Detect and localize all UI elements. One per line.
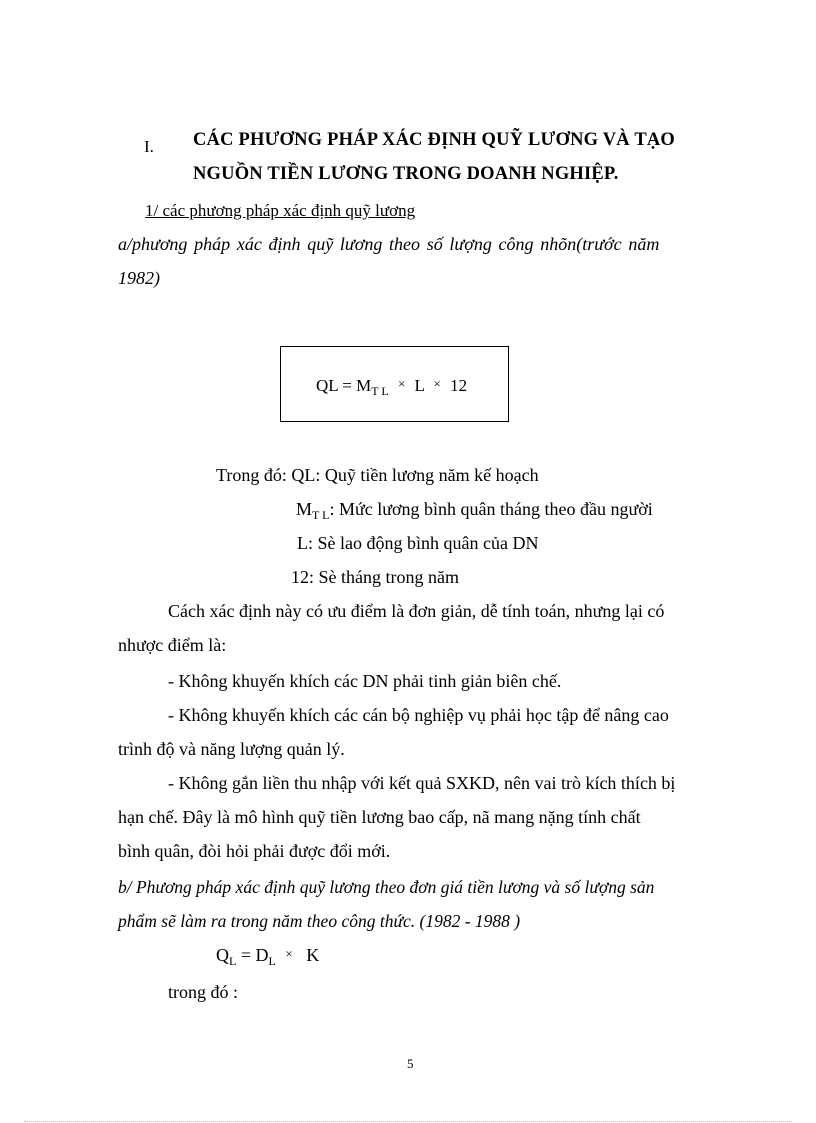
formula-q: Q <box>216 945 229 965</box>
method-b-line1: b/ Phương pháp xác định quỹ lương theo đơn giá tiền lương và số lượng sản <box>118 877 655 897</box>
trong-do-label: trong đó : <box>168 982 238 1002</box>
paragraph-line1: Cách xác định này có ưu điểm là đơn giản, dễ tính toán, nhưng lại có <box>168 601 665 621</box>
times-symbol: × <box>285 946 293 961</box>
definition-ql: Trong đó: QL: Quỹ tiền lương năm kế hoạch <box>216 465 539 485</box>
subsection-title: 1/ các phương pháp xác định quỹ lương <box>145 201 416 220</box>
method-a-line1: a/phương pháp xác định quỹ lương theo số lượng công nhõn(trước năm <box>118 234 660 254</box>
mtl-symbol: M <box>296 499 313 519</box>
method-a-line2: 1982) <box>118 268 160 288</box>
bullet-3-line1: - Không gắn liền thu nhập với kết quả SXKD, nên vai trò kích thích bị <box>168 773 676 793</box>
section-title-line2: NGUỒN TIỀN LƯƠNG TRONG DOANH NGHIỆP. <box>193 164 619 184</box>
formula-12: 12 <box>450 376 468 395</box>
bullet-2-line1: - Không khuyến khích các cán bộ nghiệp vụ phải học tập để nâng cao <box>168 705 669 725</box>
section-title-line1: CÁC PHƯƠNG PHÁP XÁC ĐỊNH QUỸ LƯƠNG VÀ TẠO <box>193 130 676 150</box>
times-symbol: × <box>433 376 441 391</box>
formula-qld <box>216 945 319 966</box>
formula-d-sub: L <box>268 954 276 968</box>
section-numeral: I. <box>144 137 154 156</box>
formula-mtl-sub: T L <box>371 384 389 398</box>
formula-eq-d: = D <box>236 945 269 965</box>
paragraph-line2: nhược điểm là: <box>118 635 227 655</box>
bullet-2-line2: trình độ và năng lượng quản lý. <box>118 739 345 759</box>
formula-k: K <box>306 945 320 965</box>
bullet-1: - Không khuyến khích các DN phải tinh giản biên chế. <box>168 671 562 691</box>
mtl-description: : Mức lương bình quân tháng theo đầu người <box>329 499 653 519</box>
definition-l: L: Sè lao động bình quân của DN <box>297 533 539 553</box>
page-bottom-border <box>24 1121 792 1122</box>
mtl-subscript: T L <box>312 508 330 522</box>
page-number: 5 <box>407 1056 414 1071</box>
formula-l: L <box>414 376 425 395</box>
method-b-line2: phẩm sẽ làm ra trong năm theo công thức. (1982 - 1988 ) <box>118 911 521 931</box>
bullet-3-line3: bình quân, đòi hỏi phải được đổi mới. <box>118 841 391 861</box>
times-symbol: × <box>397 376 406 391</box>
formula-box <box>280 346 509 422</box>
formula-lhs: QL = M <box>316 376 372 395</box>
formula-q-sub: L <box>229 954 237 968</box>
formula-ql <box>316 376 467 396</box>
bullet-3-line2: hạn chế. Đây là mô hình quỹ tiền lương bao cấp, nã mang nặng tính chất <box>118 807 641 827</box>
definition-12: 12: Sè tháng trong năm <box>291 567 459 587</box>
definition-mtl <box>296 499 653 520</box>
